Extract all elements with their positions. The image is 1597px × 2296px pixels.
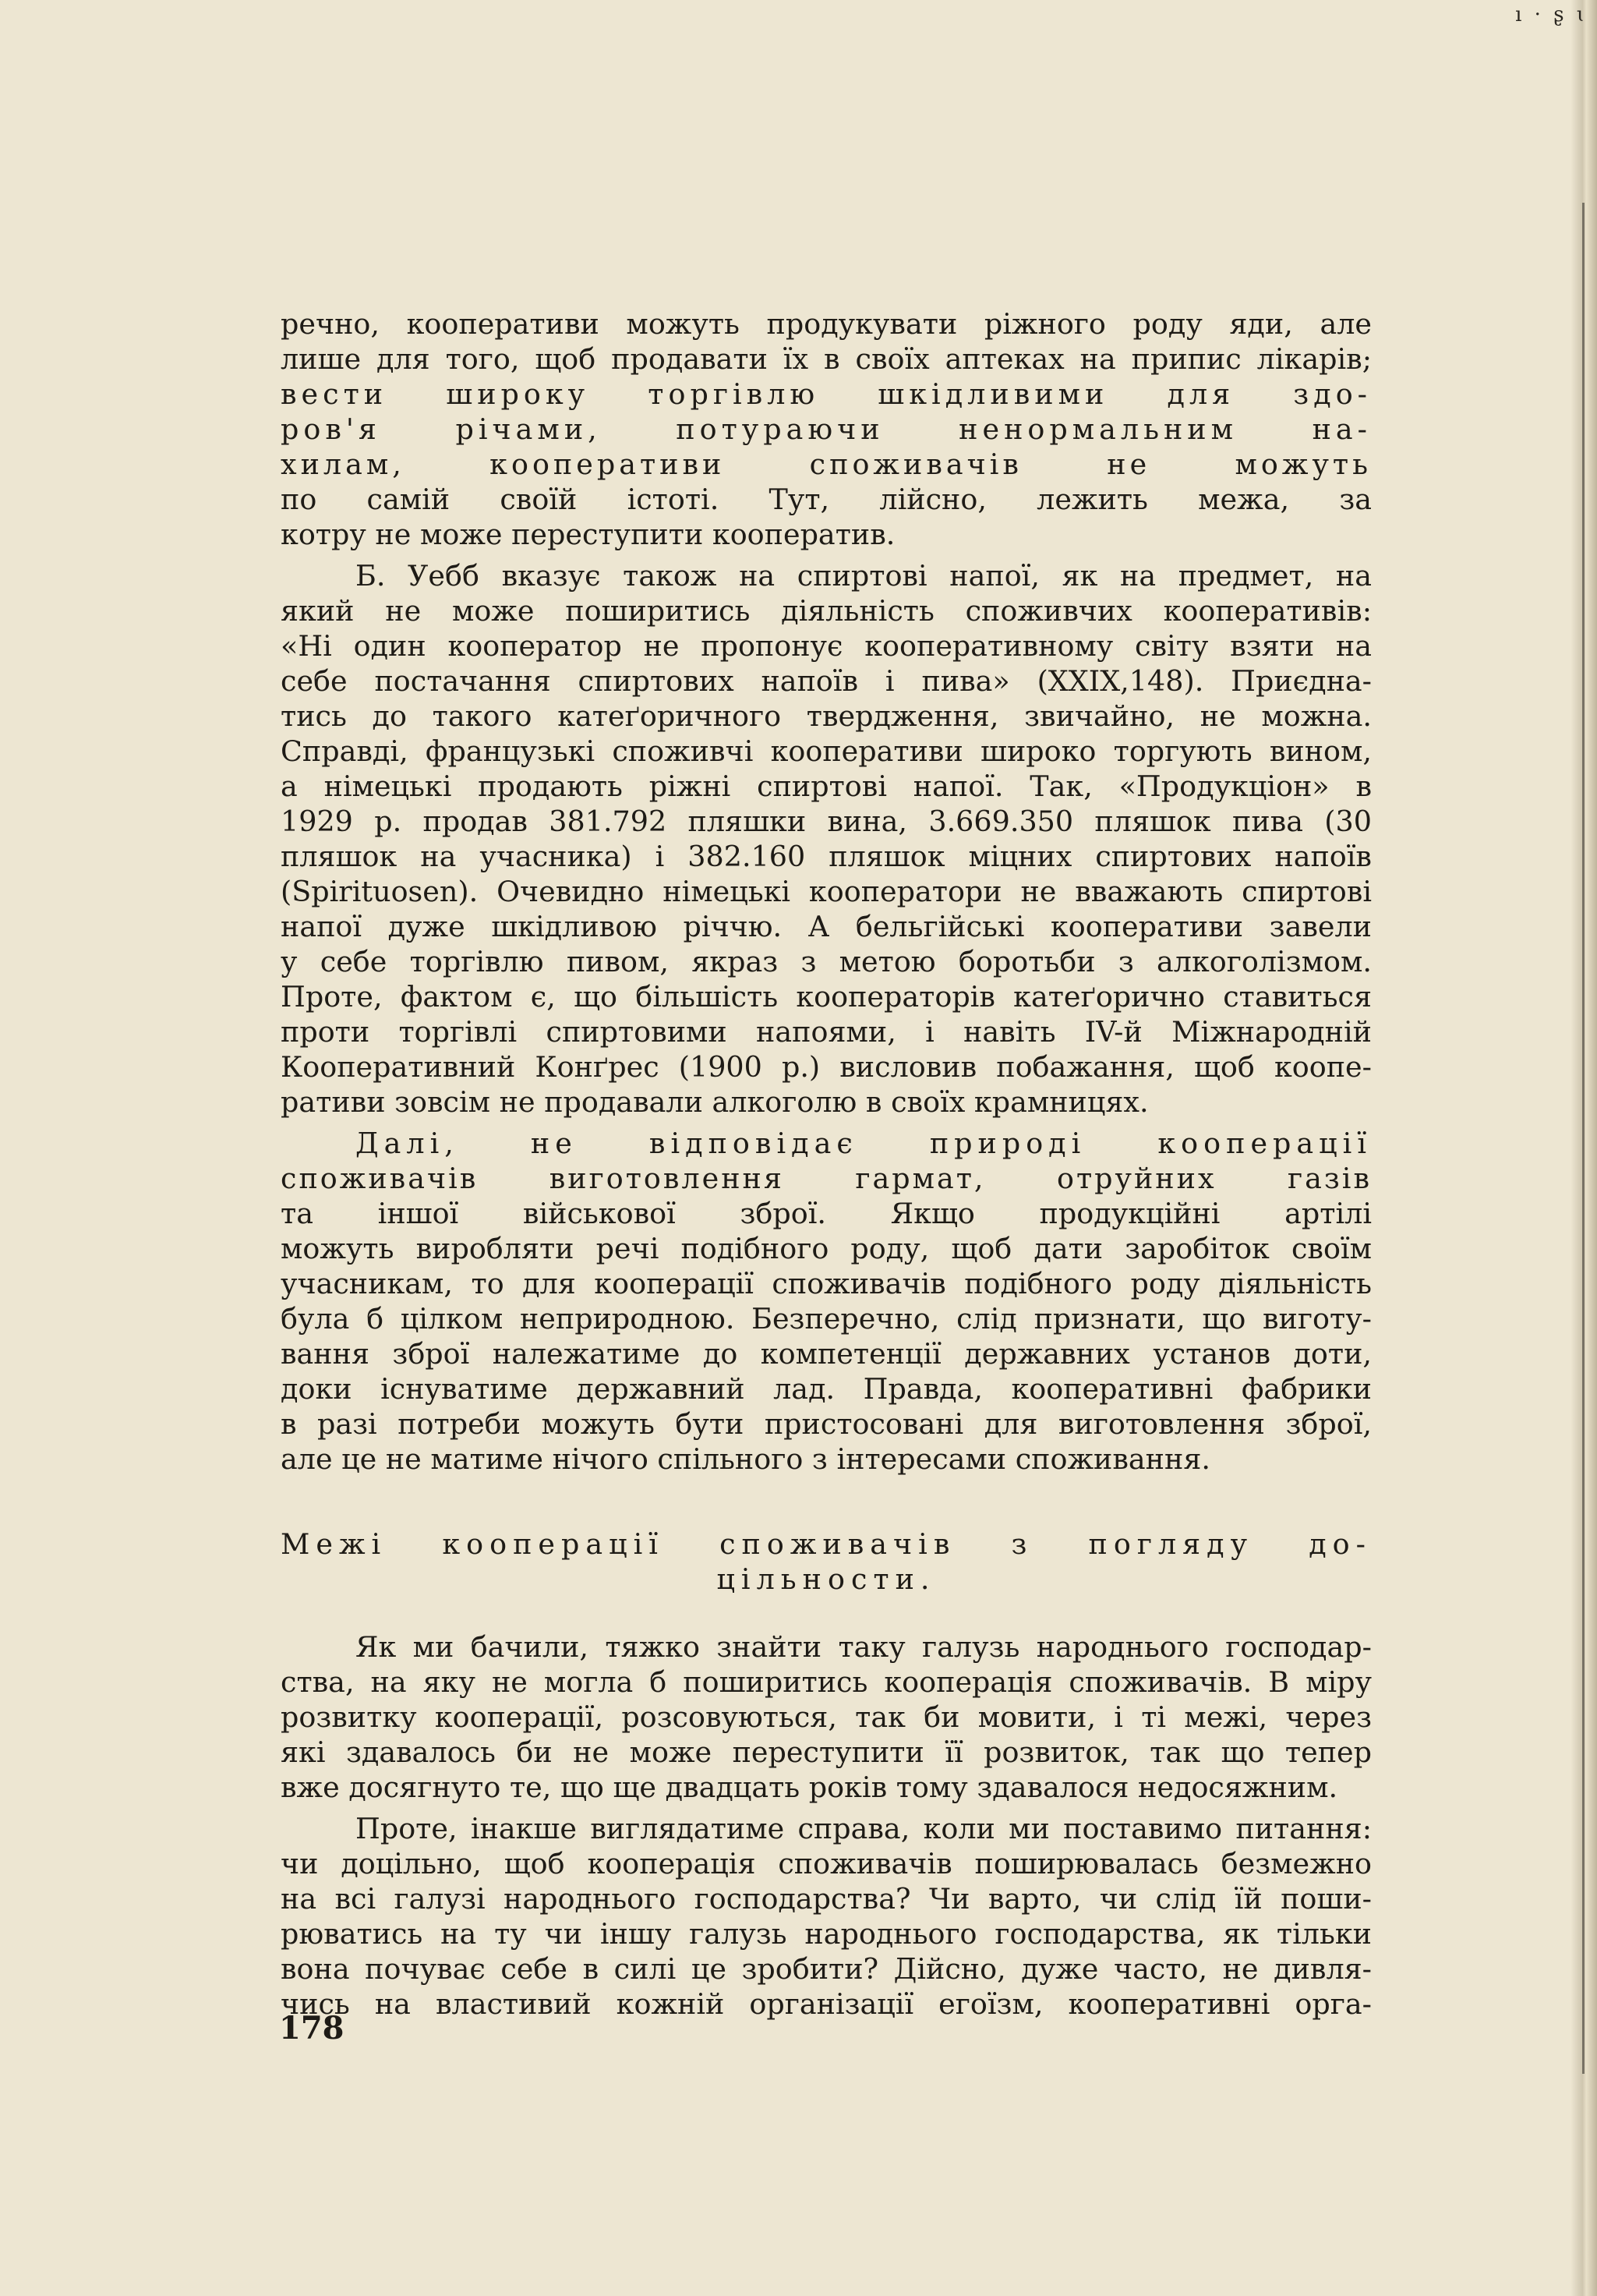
text-line: (Spirituosen). Очевидно німецькі кооператори не вважають спиртові bbox=[281, 875, 1372, 908]
page-number: 178 bbox=[279, 2010, 344, 2047]
text-line: Проте, інакше виглядатиме справа, коли ми поставимо питання: bbox=[355, 1812, 1372, 1845]
text-line: на всі галузі народнього господарства? Чи варто, чи слід їй поши- bbox=[281, 1882, 1372, 1916]
paragraph-2 bbox=[281, 558, 1372, 1120]
text-line: розвитку кооперації, розсовуються, так би мовити, і ті межі, через bbox=[281, 1700, 1372, 1734]
main-text bbox=[281, 306, 1372, 2022]
text-line: ства, на яку не могла б поширитись кооперація споживачів. В міру bbox=[281, 1665, 1372, 1699]
text-line: але це не матиме нічого спільного з інтересами споживання. bbox=[281, 1442, 1210, 1476]
text-line: хилам, кооперативи споживачів не можуть bbox=[281, 448, 1372, 481]
text-line: та іншої військової зброї. Якщо продукційні артілі bbox=[281, 1197, 1372, 1230]
text-line: напої дуже шкідливою річчю. А бельгійські кооперативи завели bbox=[281, 910, 1372, 943]
text-line: вже досягнуто те, що ще двадцать років тому здавалося недосяжним. bbox=[281, 1771, 1338, 1804]
text-line: Далі, не відповідає природі кооперації bbox=[355, 1127, 1372, 1160]
text-line: «Ні один кооператор не пропонує кооперативному світу взяти на bbox=[281, 629, 1372, 663]
corner-mark: ı · ʂ ɩ bbox=[1515, 3, 1588, 27]
text-line: лише для того, щоб продавати їх в своїх аптеках на припис лікарів; bbox=[281, 342, 1372, 376]
text-line: Як ми бачили, тяжко знайти таку галузь народнього господар- bbox=[355, 1630, 1372, 1664]
paragraph-1 bbox=[281, 306, 1372, 552]
heading-line: цільности. bbox=[716, 1562, 936, 1596]
text-line: речно, кооперативи можуть продукувати ріжного роду яди, але bbox=[281, 307, 1372, 341]
text-line: який не може поширитись діяльність споживчих кооперативів: bbox=[281, 594, 1372, 628]
text-line: у себе торгівлю пивом, якраз з метою боротьби з алкоголізмом. bbox=[281, 945, 1372, 978]
paragraph-4 bbox=[281, 1629, 1372, 1805]
text-line: доки існуватиме державний лад. Правда, кооперативні фабрики bbox=[281, 1372, 1372, 1406]
text-line: чись на властивий кожній організації егоїзм, кооперативні орга- bbox=[281, 1987, 1372, 2021]
text-line: можуть виробляти речі подібного роду, щоб дати заробіток своїм bbox=[281, 1232, 1372, 1265]
text-line: які здавалось би не може переступити її розвиток, так що тепер bbox=[281, 1735, 1372, 1769]
text-line: 1929 р. продав 381.792 пляшки вина, 3.669.350 пляшок пива (30 bbox=[281, 805, 1372, 838]
text-line: Кооперативний Конґрес (1900 р.) висловив побажання, щоб коопе- bbox=[281, 1050, 1372, 1084]
text-line: вона почуває себе в силі це зробити? Дійсно, дуже часто, не дивля- bbox=[281, 1952, 1372, 1986]
text-line: чи доцільно, щоб кооперація споживачів поширювалась безмежно bbox=[281, 1847, 1372, 1880]
text-line: по самій своїй істоті. Тут, лійсно, лежить межа, за bbox=[281, 483, 1372, 516]
text-line: була б цілком неприродною. Безперечно, слід признати, що виготу- bbox=[281, 1302, 1372, 1336]
text-line: вести широку торгівлю шкідливими для здо- bbox=[281, 377, 1372, 411]
text-line: рюватись на ту чи іншу галузь народнього господарства, як тільки bbox=[281, 1917, 1372, 1951]
text-line: ров'я річами, потураючи ненормальним на- bbox=[281, 412, 1372, 446]
text-line: вання зброї належатиме до компетенції державних установ доти, bbox=[281, 1337, 1372, 1371]
paragraph-3 bbox=[281, 1126, 1372, 1477]
text-line: Б. Уебб вказує також на спиртові напої, як на предмет, на bbox=[355, 559, 1372, 593]
text-line: проти торгівлі спиртовими напоями, і навіть IV-й Міжнародній bbox=[281, 1015, 1372, 1049]
text-line: котру не може переступити кооператив. bbox=[281, 518, 896, 551]
section-heading bbox=[281, 1527, 1372, 1597]
text-line: пляшок на учасника) і 382.160 пляшок міцних спиртових напоїв bbox=[281, 840, 1372, 873]
paragraph-5 bbox=[281, 1811, 1372, 2022]
text-line: ративи зовсім не продавали алкоголю в своїх крамницях. bbox=[281, 1085, 1149, 1119]
text-line: споживачів виготовлення гармат, отруйних газів bbox=[281, 1162, 1372, 1195]
text-line: в разі потреби можуть бути пристосовані для виготовлення зброї, bbox=[281, 1407, 1372, 1441]
text-line: Справді, французькі споживчі кооперативи широко торгують вином, bbox=[281, 734, 1372, 768]
text-line: тись до такого катеґоричного твердження, звичайно, не можна. bbox=[281, 699, 1372, 733]
text-line: себе постачання спиртових напоїв і пива» (XXIX,148). Приєдна- bbox=[281, 664, 1372, 698]
heading-line: Межі кооперації споживачів з погляду до- bbox=[281, 1527, 1372, 1561]
page-edge-line bbox=[1582, 203, 1585, 2074]
text-line: Проте, фактом є, що більшість кооператорів катеґорично ставиться bbox=[281, 980, 1372, 1014]
text-line: учасникам, то для кооперації споживачів подібного роду діяльність bbox=[281, 1267, 1372, 1300]
text-line: а німецькі продають ріжні спиртові напої. Так, «Продукціон» в bbox=[281, 769, 1372, 803]
